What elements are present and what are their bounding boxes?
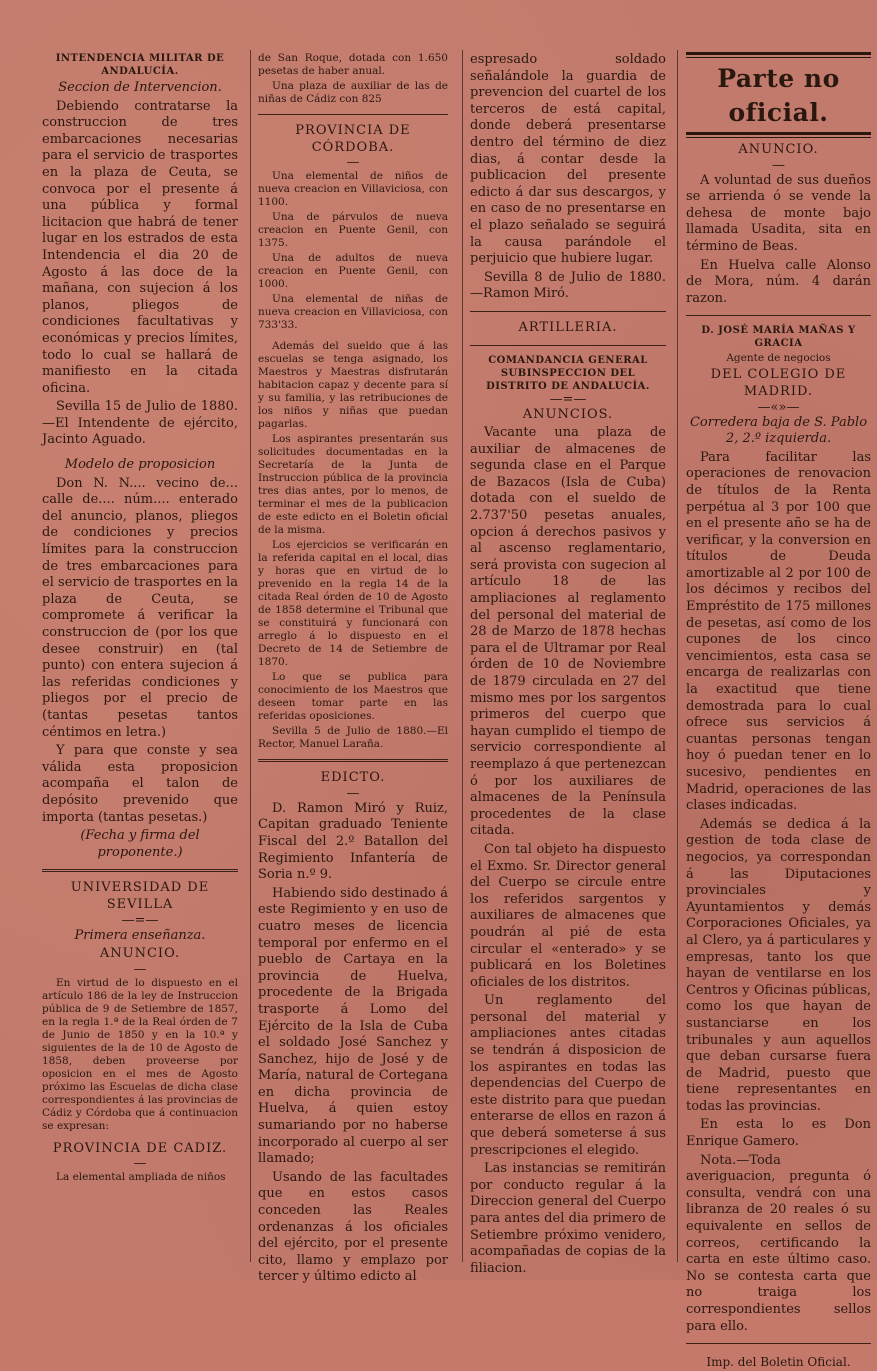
modelo-closing: Y para que conste y sea válida esta proposicion acompaña el talon de depósito prevenido que importa (tantas pesetas.) — [42, 743, 238, 825]
agent-body: En esta lo es Don Enrique Gamero. — [686, 1117, 871, 1150]
cordoba-heading: PROVINCIA DE CÓRDOBA. — [295, 123, 411, 155]
intendencia-signature: Sevilla 15 de Julio de 1880.—El Intendente de ejército, Jacinto Aguado. — [42, 399, 238, 448]
agent-body: Además se dedica á la gestion de toda clase de negocios, ya correspondan á las Diputaciones provinciales y Ayuntamientos y demás Corporaciones Oficiales, ya al Clero, ya á particulares y empresas, tanto los que hayan de ventilarse en los Centros y Oficinas públicas, como los que hayan de sustanciarse en los tribunales y aun aquellos que deban cursarse fuera de Madrid, puesto que tiene representantes en todas las provincias. — [686, 816, 871, 1114]
section-rule — [258, 759, 448, 762]
cadiz-auxiliar: Una plaza de auxiliar de las de niñas de Cádiz con 825 — [258, 80, 448, 105]
provincia-cadiz-heading: PROVINCIA DE CADIZ. — [52, 1140, 228, 1156]
universidad-anuncio: ANUNCIO. — [99, 946, 181, 962]
cordoba-body: Lo que se publica para conocimiento de los Maestros que deseen tomar parte en las referidas oposiciones. — [258, 671, 448, 723]
title-rule — [686, 132, 871, 138]
title-rule — [686, 52, 871, 58]
ornament-dash: — — [133, 1156, 147, 1172]
ornament-dash: —«»— — [757, 399, 800, 415]
section-rule — [470, 311, 666, 312]
comandancia-heading: COMANDANCIA GENERAL SUBINSPECCION DEL DISTRITO DE ANDALUCÍA. — [486, 354, 650, 392]
anuncio-body: A voluntad de sus dueños se arrienda ó se vende la dehesa de monte bajo llamada Usadita, sita en término de Beas. — [686, 172, 871, 254]
universidad-heading: UNIVERSIDAD DE SEVILLA — [70, 880, 210, 912]
ornament-dash: — — [346, 785, 360, 801]
cadiz-continued: de San Roque, dotada con 1.650 pesetas de haber anual. — [258, 52, 448, 77]
anuncio-body: En Huelva calle Alonso de Mora, núm. 4 darán razon. — [686, 257, 871, 306]
column-divider — [462, 50, 463, 1262]
section-rule — [258, 114, 448, 115]
column-2 — [258, 52, 448, 1285]
column-4 — [686, 52, 871, 1370]
ornament-dash: —=— — [549, 391, 587, 407]
modelo-heading: Modelo de proposicion — [64, 457, 216, 473]
edicto-heading: EDICTO. — [320, 770, 386, 786]
agent-body: Para facilitar las operaciones de renovacion de títulos de la Renta perpétua al 3 por 100 que en el presente año se ha de verificar, y la conversion en títulos de Deuda amortizable al 2 por 100 de los décimos y recibos del Empréstito de 175 millones de pesetas, así como de los cupones de los cinco vencimientos, esta casa se encarga de realizarlas con la exactitud que tiene demostrada para lo cual ofrece sus servicios á cuantas personas tengan hoy ó puedan tener en lo sucesivo, pendientes en Madrid, operaciones de las clases indicadas. — [686, 449, 871, 814]
cordoba-item: Una de párvulos de nueva creacion en Puente Genil, con 1375. — [258, 211, 448, 250]
agent-note: Nota.—Toda averiguacion, pregunta ó consulta, vendrá con una libranza de 20 reales ó su equivalente en sellos de correos, certificando la carta en este último caso. No se contesta carta que no traiga los correspondientes sellos para ello. — [686, 1152, 871, 1334]
intendencia-heading: INTENDENCIA MILITAR DE ANDALUCÍA. — [55, 53, 225, 77]
artilleria-body: Vacante una plaza de auxiliar de almacenes de segunda clase en el Parque de Bazacos (Isla de Cuba) dotada con el sueldo de 2.737'50 pesetas anuales, opcion á derechos pasivos y al ascenso reglamentario, será provista con sugecion al artículo 18 de las ampliaciones al reglamento del personal del material de 28 de Marzo de 1878 hechas para el de Ultramar por Real órden de 10 de Noviembre de 1879 circulada en 27 del mismo mes por los sargentos primeros del cuerpo que hayan cumplido el tiempo de servicio correspondiente al reemplazo á que pertenezcan ó por los auxiliares de almacenes de la Península procedentes de la clase citada. — [470, 425, 666, 839]
agent-role: Agente de negocios — [726, 352, 831, 365]
cordoba-body: Además del sueldo que á las escuelas se tenga asignado, los Maestros y Maestras disfrutarán habitacion capaz y decente para sí y su familia, y las retribuciones de los niños y niñas que puedan pagarlas. — [258, 340, 448, 431]
ornament-dash: — — [772, 157, 785, 173]
intendencia-body: Debiendo contratarse la construccion de tres embarcaciones necesarias para el servicio de trasportes en la plaza de Ceuta, se convoca por el presente á una pública y formal licitacion que habrá de tener lugar en los estrados de esta Intendencia el dia 20 de Agosto á las doce de la mañana, con sujecion á los planos, pliegos de condiciones facultativas y económicas y precios límites, todo lo cual se hallará de manifiesto en la citada oficina. — [42, 98, 238, 396]
edicto-body: D. Ramon Miró y Ruiz, Capitan graduado Teniente Fiscal del 2.º Batallon del Regimiento Infantería de Soria n.º 9. — [258, 800, 448, 883]
cordoba-body: Los ejercicios se verificarán en la referida capital en el local, dias y horas que en virtud de lo prevenido en la regla 14 de la citada Real órden de 10 de Agosto de 1858 determine el Tribunal que se constituirá y funcionará con arreglo á lo dispuesto en el Decreto de 14 de Setiembre de 1870. — [258, 539, 448, 669]
agent-name: D. JOSÉ MARÍA MAÑAS Y GRACIA — [701, 325, 856, 350]
column-1 — [42, 52, 238, 1260]
cadiz-item: La elemental ampliada de niños — [56, 1171, 226, 1184]
cordoba-item: Una elemental de niños de nueva creacion en Villaviciosa, con 1100. — [258, 170, 448, 209]
section-rule — [42, 869, 238, 872]
universidad-subheading: Primera enseñanza. — [74, 927, 206, 943]
ornament-dash: — — [346, 155, 360, 171]
modelo-body: Don N. N.... vecino de... calle de.... núm.... enterado del anuncio, planos, pliegos de condiciones y precios límites para la construccion de tres embarcaciones para el servicio de trasportes en la plaza de Ceuta, se compromete á verificar la construccion de (por los que desee construir) en (tal punto) con entera sujecion á las referidas condiciones y pliegos por el precio de (tantas pesetas tantos céntimos en letra.) — [42, 475, 238, 740]
cordoba-item: Una de adultos de nueva creacion en Puente Genil, con 1000. — [258, 252, 448, 291]
printer-imprint: Imp. del Boletin Oficial. — [706, 1355, 851, 1370]
edicto-body: Usando de las facultades que en estos casos conceden las Reales ordenanzas á los oficiales del ejército, por el presente cito, llamo y emplazo por tercer y último edicto al — [258, 1169, 448, 1285]
edicto-body: Habiendo sido destinado á este Regimiento y en uso de cuatro meses de licencia temporal por enfermo en el pueblo de Cartaya en la provincia de Huelva, procedente de la Brigada trasporte á Lomo del Ejército de la Isla de Cuba el soldado José Sanchez y Sanchez, hijo de José y de María, natural de Cortegana en dicha provincia de Huelva, á quien estoy sumariando por no haberse incorporado al cuerpo al ser llamado; — [258, 885, 448, 1167]
column-divider — [677, 50, 678, 1262]
artilleria-body: Con tal objeto ha dispuesto el Exmo. Sr. Director general del Cuerpo se circule entre los referidos sargentos y auxiliares de almacenes que poudrán al pié de esta circular el «enterado» y se publicará en los Boletines oficiales de los distritos. — [470, 841, 666, 990]
anuncio-heading: ANUNCIO. — [738, 142, 819, 157]
column-3 — [470, 52, 666, 1276]
ornament-dash: —=— — [121, 912, 159, 928]
cordoba-signature: Sevilla 5 de Julio de 1880.—El Rector, Manuel Laraña. — [258, 725, 448, 751]
section-rule — [686, 1343, 871, 1344]
parte-no-oficial-title: Parte no oficial. — [717, 64, 840, 127]
cordoba-body: Los aspirantes presentarán sus solicitudes documentadas en la Secretaría de la Junta de Instruccion pública de la provincia tres dias antes, por lo menos, de terminar el mes de la publicacion de este edicto en el Boletin oficial de la misma. — [258, 433, 448, 537]
artilleria-heading: ARTILLERIA. — [518, 319, 618, 335]
edicto-continued: espresado soldado señalándole la guardia de prevencion del cuartel de los terceros de está capital, donde deberá presentarse dentro del término de diez dias, á contar desde la publicacion del presente edicto á dar sus descargos, y en caso de no presentarse en el plazo señalado se seguirá la causa parándole el perjuicio que hubiere lugar. — [470, 52, 666, 267]
agent-address: Corredera baja de S. Pablo 2, 2.º izquierda. — [689, 414, 868, 447]
universidad-body: En virtud de lo dispuesto en el artículo 186 de la ley de Instruccion pública de 9 de Setiembre de 1857, en la regla 1.ª de la Real órden de 7 de Junio de 1850 y en la 10.ª y siguientes de la de 10 de Agosto de 1858, deben proveerse por oposicion en el mes de Agosto próximo las Escuelas de dicha clase correspondientes á las provincias de Cádiz y Córdoba que á continuacion se expresan: — [42, 976, 238, 1132]
cordoba-item: Una elemental de niñas de nueva creacion en Villaviciosa, con 733'33. — [258, 293, 448, 332]
artilleria-body: Las instancias se remitirán por conducto regular á la Direccion general del Cuerpo para antes del dia primero de Setiembre próximo venidero, acompañadas de copias de la filiacion. — [470, 1161, 666, 1276]
artilleria-anuncios: ANUNCIOS. — [522, 406, 614, 422]
artilleria-body: Un reglamento del personal del material y ampliaciones antes citadas se tendrán á disposicion de los aspirantes en todas las dependencias del Cuerpo de este distrito para que puedan enterarse de ellos en razon á que deberá someterse á sus prescripciones el elegido. — [470, 993, 666, 1158]
modelo-signature-line: (Fecha y firma del proponente.) — [80, 828, 200, 860]
section-rule — [686, 315, 871, 316]
ornament-dash: — — [133, 961, 147, 977]
edicto-signature: Sevilla 8 de Julio de 1880.—Ramon Miró. — [470, 269, 666, 302]
column-divider — [250, 50, 251, 1262]
section-rule — [470, 345, 666, 346]
colegio-heading: DEL COLEGIO DE MADRID. — [710, 367, 847, 399]
intendencia-subheading: Seccion de Intervencion. — [58, 80, 222, 95]
